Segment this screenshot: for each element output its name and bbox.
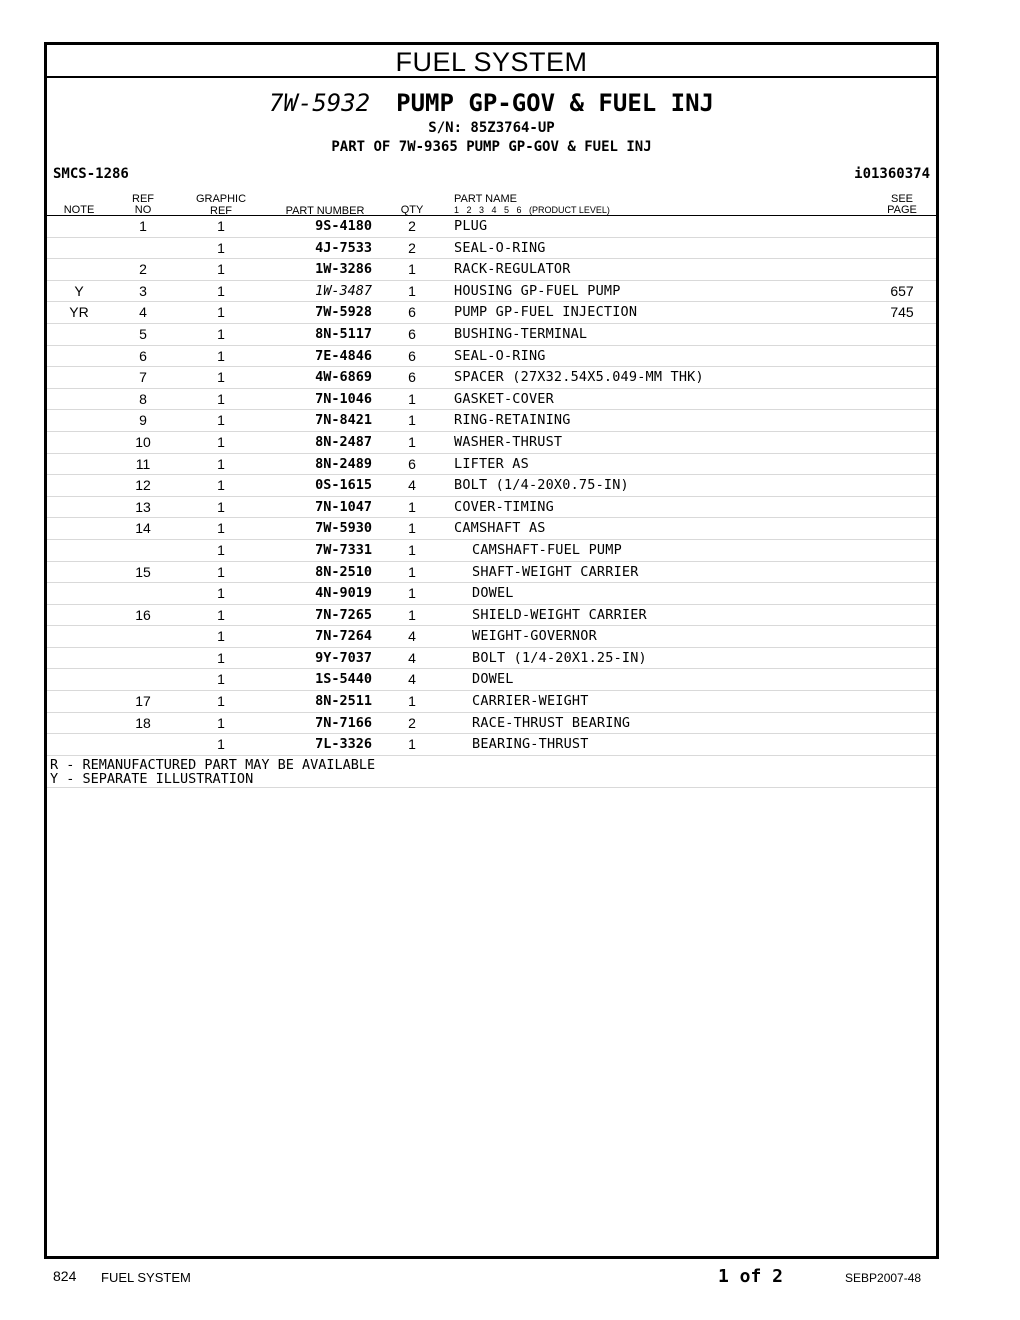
graphic-ref-cell: 1 (217, 477, 225, 494)
graphic-ref-cell: 1 (217, 714, 225, 731)
qty-cell: 1 (408, 606, 416, 623)
qty-cell: 6 (408, 369, 416, 386)
part-number-cell: 4N-9019 (315, 585, 372, 602)
part-number-cell: 7L-3326 (315, 736, 372, 753)
part-number-cell: 1W-3487 (315, 282, 372, 299)
graphic-ref-cell: 1 (217, 649, 225, 666)
notes-rule (47, 787, 936, 788)
qty-cell: 4 (408, 671, 416, 688)
footer-page-number: 824 (53, 1268, 77, 1284)
col-graphic-line1: GRAPHIC (195, 193, 247, 205)
qty-cell: 1 (408, 693, 416, 710)
part-name-cell: SHIELD-WEIGHT CARRIER (472, 606, 647, 623)
ref-no-cell: 9 (139, 412, 147, 429)
part-name-cell: COVER-TIMING (454, 498, 554, 515)
notes-legend (50, 758, 375, 786)
graphic-ref-cell: 1 (217, 628, 225, 645)
part-name-cell: BOLT (1/4-20X1.25-IN) (472, 649, 647, 666)
graphic-ref-cell: 1 (217, 671, 225, 688)
part-name-cell: BEARING-THRUST (472, 736, 589, 753)
qty-cell: 1 (408, 563, 416, 580)
ref-no-cell: 11 (135, 455, 151, 472)
graphic-ref-cell: 1 (217, 304, 225, 321)
qty-cell: 1 (408, 282, 416, 299)
graphic-ref-cell: 1 (217, 606, 225, 623)
table-row (47, 669, 936, 691)
part-number-cell: 4J-7533 (315, 239, 372, 256)
part-number-cell: 7W-7331 (315, 541, 372, 558)
note-cell: Y (74, 282, 84, 299)
table-row (47, 734, 936, 756)
part-name-cell: RACK-REGULATOR (454, 261, 571, 278)
part-number-cell: 1S-5440 (315, 671, 372, 688)
group-heading (47, 88, 936, 118)
graphic-ref-cell: 1 (217, 390, 225, 407)
graphic-ref-cell: 1 (217, 239, 225, 256)
part-number-cell: 8N-2511 (315, 693, 372, 710)
part-number-cell: 8N-2510 (315, 563, 372, 580)
serial-range: S/N: 85Z3764-UP (428, 120, 555, 136)
graphic-ref-cell: 1 (217, 282, 225, 299)
qty-cell: 1 (408, 736, 416, 753)
part-name-cell: WEIGHT-GOVERNOR (472, 628, 597, 645)
illustration-id: i01360374 (854, 166, 930, 182)
part-name-cell: SHAFT-WEIGHT CARRIER (472, 563, 639, 580)
table-row (47, 605, 936, 627)
part-number-cell: 7N-8421 (315, 412, 372, 429)
table-row (47, 410, 936, 432)
page-frame (44, 42, 939, 1259)
graphic-ref-cell: 1 (217, 498, 225, 515)
qty-cell: 6 (408, 347, 416, 364)
graphic-ref-cell: 1 (217, 325, 225, 342)
part-name-cell: GASKET-COVER (454, 390, 554, 407)
table-row (47, 216, 936, 238)
part-number-cell: 7N-7166 (315, 714, 372, 731)
part-number-cell: 1W-3286 (315, 261, 372, 278)
part-number-cell: 4W-6869 (315, 369, 372, 386)
part-name-cell: HOUSING GP-FUEL PUMP (454, 282, 621, 299)
part-number-cell: 7E-4846 (315, 347, 372, 364)
graphic-ref-cell: 1 (217, 455, 225, 472)
part-name-cell: RACE-THRUST BEARING (472, 714, 631, 731)
ref-no-cell: 2 (139, 261, 147, 278)
qty-cell: 2 (408, 714, 416, 731)
col-part-name: PART NAME (454, 193, 517, 205)
part-name-cell: DOWEL (472, 585, 514, 602)
smcs-code: SMCS-1286 (53, 166, 129, 182)
col-qty: QTY (400, 204, 424, 216)
qty-cell: 6 (408, 455, 416, 472)
ref-no-cell: 3 (139, 282, 147, 299)
part-name-cell: SEAL-O-RING (454, 347, 546, 364)
ref-no-cell: 7 (139, 369, 147, 386)
table-row (47, 713, 936, 735)
table-row (47, 475, 936, 497)
part-name-cell: BOLT (1/4-20X0.75-IN) (454, 477, 629, 494)
qty-cell: 1 (408, 390, 416, 407)
footer-page-of: 1 of 2 (718, 1266, 784, 1287)
graphic-ref-cell: 1 (217, 369, 225, 386)
graphic-ref-cell: 1 (217, 520, 225, 537)
table-row (47, 497, 936, 519)
qty-cell: 4 (408, 628, 416, 645)
col-ref-line2: NO (134, 204, 152, 216)
col-product-levels: 1 2 3 4 5 6 (PRODUCT LEVEL) (454, 205, 610, 215)
ref-no-cell: 5 (139, 325, 147, 342)
graphic-ref-cell: 1 (217, 261, 225, 278)
graphic-ref-cell: 1 (217, 218, 225, 234)
table-row (47, 454, 936, 476)
table-row (47, 540, 936, 562)
part-name-cell: SEAL-O-RING (454, 239, 546, 256)
table-row (47, 302, 936, 324)
qty-cell: 6 (408, 325, 416, 342)
graphic-ref-cell: 1 (217, 433, 225, 450)
qty-cell: 4 (408, 649, 416, 666)
ref-no-cell: 8 (139, 390, 147, 407)
graphic-ref-cell: 1 (217, 693, 225, 710)
graphic-ref-cell: 1 (217, 563, 225, 580)
part-name-cell: RING-RETAINING (454, 412, 571, 429)
part-name-cell: LIFTER AS (454, 455, 529, 472)
qty-cell: 4 (408, 477, 416, 494)
col-see-line2: PAGE (887, 204, 917, 216)
qty-cell: 1 (408, 585, 416, 602)
graphic-ref-cell: 1 (217, 412, 225, 429)
part-name-cell: BUSHING-TERMINAL (454, 325, 588, 342)
table-row (47, 367, 936, 389)
ref-no-cell: 14 (135, 520, 151, 537)
qty-cell: 2 (408, 218, 416, 234)
note-cell: YR (69, 304, 89, 321)
col-note: NOTE (63, 204, 95, 216)
qty-cell: 1 (408, 498, 416, 515)
part-name-cell: PLUG (454, 218, 488, 234)
footer-section: FUEL SYSTEM (101, 1270, 191, 1285)
ref-no-cell: 1 (139, 218, 147, 234)
part-number-cell: 9S-4180 (315, 218, 372, 234)
ref-no-cell: 6 (139, 347, 147, 364)
part-name-cell: PUMP GP-FUEL INJECTION (454, 304, 638, 321)
table-row (47, 562, 936, 584)
col-graphic-line2: REF (210, 205, 232, 217)
ref-no-cell: 10 (135, 433, 151, 450)
part-name-cell: DOWEL (472, 671, 514, 688)
table-row (47, 691, 936, 713)
part-number-cell: 8N-5117 (315, 325, 372, 342)
footer-doc-id: SEBP2007-48 (845, 1271, 922, 1285)
note-remanufactured: R - REMANUFACTURED PART MAY BE AVAILABLE (50, 757, 376, 773)
note-separate-illustration: Y - SEPARATE ILLUSTRATION (50, 771, 254, 787)
part-number-cell: 7N-1046 (315, 390, 372, 407)
qty-cell: 1 (408, 541, 416, 558)
part-number-cell: 7W-5930 (315, 520, 372, 537)
qty-cell: 1 (408, 520, 416, 537)
graphic-ref-cell: 1 (217, 541, 225, 558)
qty-cell: 1 (408, 433, 416, 450)
qty-cell: 6 (408, 304, 416, 321)
ref-no-cell: 17 (135, 693, 151, 710)
part-number-cell: 8N-2489 (315, 455, 372, 472)
ref-no-cell: 15 (135, 563, 151, 580)
part-of-line: PART OF 7W-9365 PUMP GP-GOV & FUEL INJ (331, 139, 652, 155)
graphic-ref-cell: 1 (217, 736, 225, 753)
col-part-number: PART NUMBER (285, 205, 365, 217)
part-number-cell: 8N-2487 (315, 433, 372, 450)
col-ref-line1: REF (132, 193, 154, 205)
ref-no-cell: 16 (135, 606, 151, 623)
table-row (47, 346, 936, 368)
table-row (47, 518, 936, 540)
qty-cell: 1 (408, 412, 416, 429)
section-title: FUEL SYSTEM (47, 45, 936, 78)
part-name-cell: CARRIER-WEIGHT (472, 693, 589, 710)
ref-no-cell: 18 (135, 714, 151, 731)
ref-no-cell: 12 (135, 477, 151, 494)
group-part-name: PUMP GP-GOV & FUEL INJ (396, 89, 715, 117)
table-row (47, 389, 936, 411)
part-name-cell: CAMSHAFT AS (454, 520, 546, 537)
part-number-cell: 7W-5928 (315, 304, 372, 321)
see-page-cell: 745 (890, 304, 914, 321)
table-row (47, 583, 936, 605)
part-name-cell: WASHER-THRUST (454, 433, 563, 450)
part-number-cell: 7N-7264 (315, 628, 372, 645)
part-name-cell: CAMSHAFT-FUEL PUMP (472, 541, 622, 558)
part-name-cell: SPACER (27X32.54X5.049-MM THK) (454, 369, 704, 386)
table-row (47, 259, 936, 281)
table-row (47, 626, 936, 648)
group-part-number: 7W-5932 (268, 89, 371, 117)
table-row (47, 324, 936, 346)
see-page-cell: 657 (890, 282, 914, 299)
part-number-cell: 9Y-7037 (315, 649, 372, 666)
part-number-cell: 7N-7265 (315, 606, 372, 623)
part-number-cell: 7N-1047 (315, 498, 372, 515)
graphic-ref-cell: 1 (217, 585, 225, 602)
table-row (47, 648, 936, 670)
table-row (47, 238, 936, 260)
ref-no-cell: 4 (139, 304, 147, 321)
ref-no-cell: 13 (135, 498, 151, 515)
parts-table (47, 216, 936, 756)
table-row (47, 432, 936, 454)
col-see-line1: SEE (890, 193, 913, 205)
qty-cell: 1 (408, 261, 416, 278)
part-number-cell: 0S-1615 (315, 477, 372, 494)
table-row (47, 281, 936, 303)
graphic-ref-cell: 1 (217, 347, 225, 364)
qty-cell: 2 (408, 239, 416, 256)
